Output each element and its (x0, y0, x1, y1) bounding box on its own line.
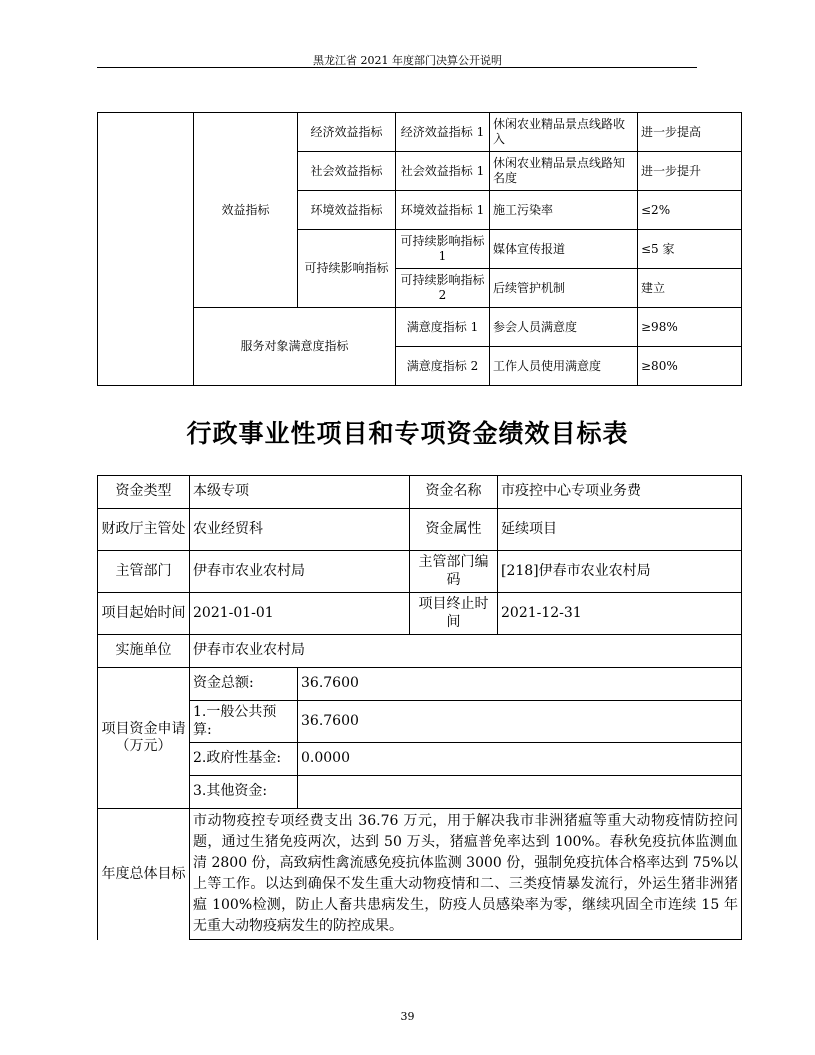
unit-label: 实施单位 (98, 635, 190, 668)
page-header: 黑龙江省 2021 年度部门决算公开说明 (313, 54, 502, 67)
gov-fund-label: 2.政府性基金: (190, 743, 298, 776)
indicator-value-cell: ≤5 家 (638, 230, 742, 269)
indicator-value-cell: 建立 (638, 269, 742, 308)
table-row (98, 113, 742, 152)
table-row (98, 551, 742, 593)
fund-name-label: 资金名称 (410, 476, 498, 509)
level3-cell: 社会效益指标 1 (396, 152, 490, 191)
indicator-value-cell: 进一步提高 (638, 113, 742, 152)
level2-cell: 社会效益指标 (298, 152, 396, 191)
fund-type-value: 本级专项 (190, 476, 410, 509)
table-row (98, 743, 742, 776)
public-budget-value: 36.7600 (298, 701, 742, 743)
indicator-name-cell: 后续管护机制 (490, 269, 638, 308)
table-row (98, 776, 742, 809)
end-date-label: 项目终止时间 (410, 593, 498, 635)
indicator-value-cell: 进一步提升 (638, 152, 742, 191)
dept-code-value: [218]伊春市农业农村局 (498, 551, 742, 593)
table-row (98, 476, 742, 509)
level3-cell: 满意度指标 2 (396, 347, 490, 386)
apply-label-text: 项目资金申请 (101, 720, 186, 737)
unit-value: 伊春市农业农村局 (190, 635, 742, 668)
public-budget-label: 1.一般公共预算: (190, 701, 298, 743)
total-label: 资金总额: (190, 668, 298, 701)
level3-cell: 满意度指标 1 (396, 308, 490, 347)
apply-unit-text: （万元） (115, 738, 172, 754)
table-row (98, 701, 742, 743)
section-title: 行政事业性项目和专项资金绩效目标表 (186, 419, 629, 448)
level2-cell: 环境效益指标 (298, 191, 396, 230)
dept-label: 主管部门 (98, 551, 190, 593)
benefit-indicator-table (97, 112, 742, 386)
goal-text: 市动物疫控专项经费支出 36.76 万元，用于解决我市非洲猪瘟等重大动物疫情防控问题，通过生猪免疫两次，达到 50 万头，猪瘟普免率达到 100%。春秋免疫抗体监测血清 2800 份，高致病性禽流感免疫抗体监测 3000 份，强制免疫抗体合格率达到 75%以上等工作。以达到确保不发生重大动物疫情和二、三类疫情暴发流行，外运生猪非洲猪瘟 100%检测，防止人畜共患病发生，防疫人员感染率为零，继续巩固全市连续 15 年无重大动物疫病发生的防控成果。 (190, 809, 742, 940)
start-date-value: 2021-01-01 (190, 593, 410, 635)
indicator-value-cell: ≤2% (638, 191, 742, 230)
start-date-label: 项目起始时间 (98, 593, 190, 635)
indicator-name-cell: 工作人员使用满意度 (490, 347, 638, 386)
category-cell: 效益指标 (194, 113, 298, 308)
dept-value: 伊春市农业农村局 (190, 551, 410, 593)
other-fund-value (298, 776, 742, 809)
dept-code-label: 主管部门编码 (410, 551, 498, 593)
level3-cell: 可持续影响指标 2 (396, 269, 490, 308)
table-cell (98, 113, 194, 386)
goal-label: 年度总体目标 (98, 809, 190, 940)
fund-name-value: 市疫控中心专项业务费 (498, 476, 742, 509)
finance-dept-value: 农业经贸科 (190, 509, 410, 551)
level2-cell: 可持续影响指标 (298, 230, 396, 308)
indicator-value-cell: ≥80% (638, 347, 742, 386)
indicator-name-cell: 休闲农业精品景点线路知名度 (490, 152, 638, 191)
indicator-name-cell: 施工污染率 (490, 191, 638, 230)
apply-label (98, 668, 190, 809)
level3-cell: 环境效益指标 1 (396, 191, 490, 230)
indicator-value-cell: ≥98% (638, 308, 742, 347)
table-row (98, 809, 742, 940)
level3-cell: 可持续影响指标 1 (396, 230, 490, 269)
level2-cell: 经济效益指标 (298, 113, 396, 152)
page-number: 39 (400, 1010, 415, 1023)
table-row (98, 509, 742, 551)
total-value: 36.7600 (298, 668, 742, 701)
gov-fund-value: 0.0000 (298, 743, 742, 776)
table-row (98, 668, 742, 701)
table-row (98, 593, 742, 635)
end-date-value: 2021-12-31 (498, 593, 742, 635)
level3-cell: 经济效益指标 1 (396, 113, 490, 152)
satisfaction-cell: 服务对象满意度指标 (194, 308, 396, 386)
fund-attr-label: 资金属性 (410, 509, 498, 551)
table-row (98, 635, 742, 668)
other-fund-label: 3.其他资金: (190, 776, 298, 809)
indicator-name-cell: 媒体宣传报道 (490, 230, 638, 269)
table-row (98, 308, 742, 347)
indicator-name-cell: 休闲农业精品景点线路收入 (490, 113, 638, 152)
indicator-name-cell: 参会人员满意度 (490, 308, 638, 347)
performance-goal-table (97, 475, 742, 940)
finance-dept-label: 财政厅主管处 (98, 509, 190, 551)
fund-attr-value: 延续项目 (498, 509, 742, 551)
fund-type-label: 资金类型 (98, 476, 190, 509)
header-rule (97, 67, 697, 68)
